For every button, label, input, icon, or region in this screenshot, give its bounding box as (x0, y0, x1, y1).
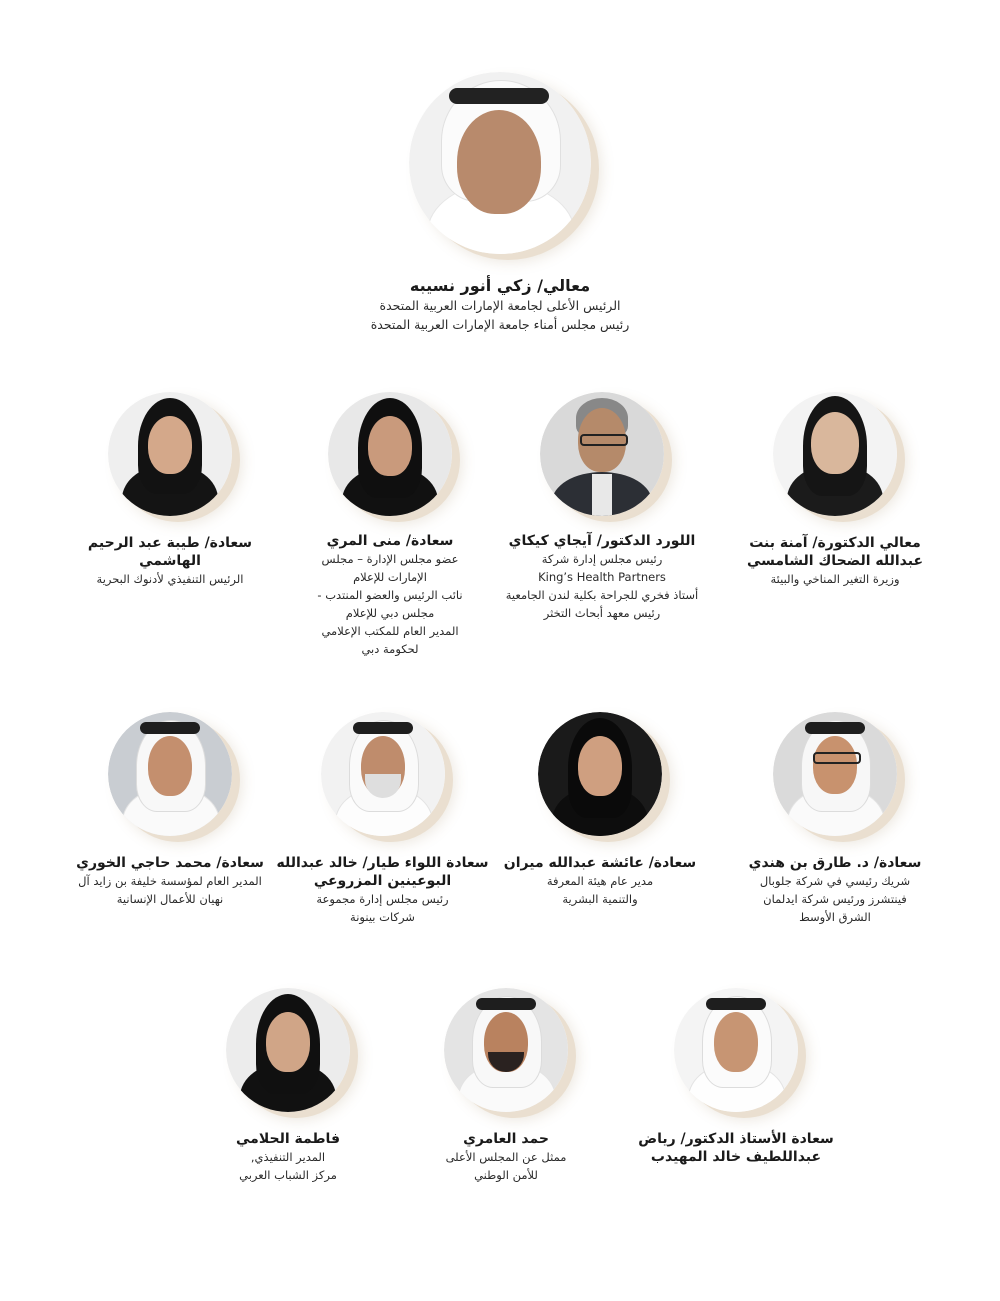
member-photo (321, 712, 445, 836)
member-name: سعادة/ عائشة عبدالله ميران (503, 855, 697, 871)
member-role: رئيس مجلس إدارة شركة (541, 552, 663, 566)
member-card (188, 988, 388, 1184)
member-name: معالي الدكتورة/ آمنة بنت عبدالله الضحاك الشامسي (746, 535, 924, 569)
member-role: وزيرة التغير المناخي والبيئة (770, 572, 900, 586)
member-photo (108, 392, 232, 516)
member-photo (540, 392, 664, 516)
member-photo (674, 988, 798, 1112)
member-roles (290, 550, 490, 658)
member-name: سعادة/ محمد حاجي الخوري (76, 855, 264, 871)
member-role: الرئيس التنفيذي لأدنوك البحرية (96, 572, 244, 586)
member-roles (188, 1148, 388, 1184)
member-roles (740, 570, 930, 588)
member-name: فاطمة الحلامي (236, 1131, 340, 1147)
member-roles (275, 890, 490, 926)
member-card (636, 988, 836, 1166)
member-role: King’s Health Partners (538, 570, 666, 584)
member-role: شريك رئيسي في شركة جلوبال (759, 874, 911, 888)
chairman-card (300, 72, 700, 334)
member-name: سعادة/ طيبة عبد الرحيم الهاشمي (87, 535, 253, 569)
member-role: والتنمية البشرية (562, 892, 638, 906)
member-name: سعادة اللواء طيار/ خالد عبدالله البوعينين المزروعي (276, 855, 489, 889)
member-role: مجلس دبي للإعلام (345, 606, 435, 620)
member-card (492, 392, 712, 622)
member-role: الشرق الأوسط (799, 910, 871, 924)
member-role: مدير عام هيئة المعرفة (546, 874, 654, 888)
member-role: المدير العام للمكتب الإعلامي (321, 624, 459, 638)
member-roles (60, 872, 280, 908)
member-card (500, 712, 700, 908)
member-name: سعادة/ منى المري (326, 533, 454, 549)
chairman-role-2: رئيس مجلس أمناء جامعة الإمارات العربية المتحدة (370, 317, 630, 332)
member-role: نائب الرئيس والعضو المنتدب - (317, 588, 463, 602)
member-photo (226, 988, 350, 1112)
member-roles (492, 550, 712, 622)
member-card (60, 712, 280, 908)
member-card (290, 392, 490, 658)
member-card (735, 712, 935, 926)
member-card (740, 392, 930, 588)
member-roles (406, 1148, 606, 1184)
member-role: ممثل عن المجلس الأعلى (445, 1150, 567, 1164)
member-role: رئيس مجلس إدارة مجموعة (316, 892, 449, 906)
member-name: سعادة/ د. طارق بن هندي (748, 855, 922, 871)
member-roles (70, 570, 270, 588)
member-name: حمد العامري (463, 1131, 549, 1147)
member-photo (773, 392, 897, 516)
member-photo (328, 392, 452, 516)
member-card (70, 392, 270, 588)
chairman-name: معالي/ زكي أنور نسيبه (409, 276, 591, 295)
member-role: عضو مجلس الإدارة – مجلس (321, 552, 459, 566)
member-photo (773, 712, 897, 836)
member-photo (538, 712, 662, 836)
member-role: شركات بينونة (350, 910, 415, 924)
member-role: أستاذ فخري للجراحة بكلية لندن الجامعية (505, 588, 699, 602)
member-card (275, 712, 490, 926)
member-photo (444, 988, 568, 1112)
member-role: الإمارات للإعلام (353, 570, 427, 584)
member-roles (500, 872, 700, 908)
member-role: مركز الشباب العربي (239, 1168, 337, 1182)
member-name: اللورد الدكتور/ آيجاي كيكاي (508, 533, 696, 549)
member-role: للأمن الوطني (474, 1168, 538, 1182)
chairman-photo (409, 72, 591, 254)
member-roles (735, 872, 935, 926)
member-role: نهيان للأعمال الإنسانية (116, 892, 224, 906)
member-role: لحكومة دبي (361, 642, 419, 656)
member-card (406, 988, 606, 1184)
member-role: رئيس معهد أبحاث التخثر (543, 606, 661, 620)
member-role: المدير التنفيذي, (250, 1150, 326, 1164)
chairman-roles (300, 296, 700, 334)
member-photo (108, 712, 232, 836)
member-role: فينتشرز ورئيس شركة ايدلمان (763, 892, 907, 906)
member-name: سعادة الأستاذ الدكتور/ رياض عبداللطيف خالد المهيدب (638, 1131, 834, 1165)
member-role: المدير العام لمؤسسة خليفة بن زايد آل (78, 874, 262, 888)
chairman-role-1: الرئيس الأعلى لجامعة الإمارات العربية المتحدة (379, 298, 621, 313)
